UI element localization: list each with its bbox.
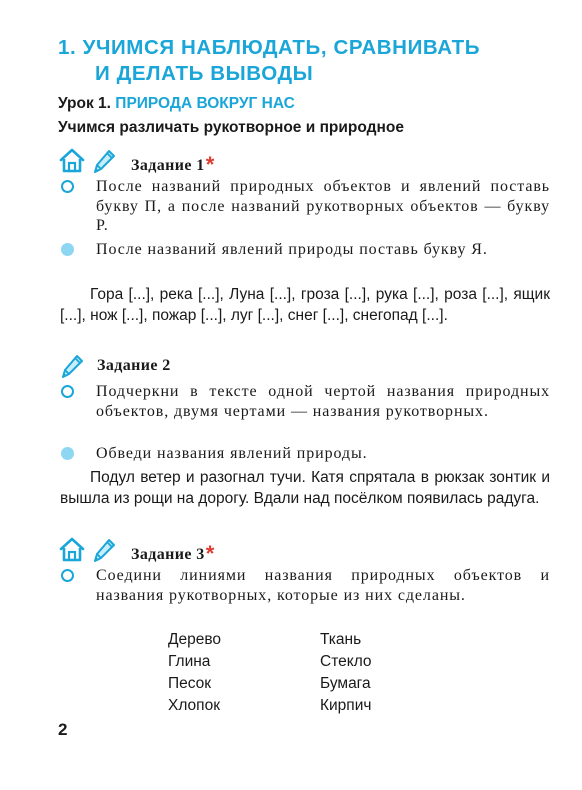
bullet-filled-icon xyxy=(61,243,74,256)
man-made-objects-column xyxy=(320,629,372,717)
task-2-instruction-1: Подчеркни в тексте одной чертой названия природных объектов, двумя чертами — названия рукотворных. xyxy=(96,383,550,420)
chapter-title-line-2: И ДЕЛАТЬ ВЫВОДЫ xyxy=(95,62,314,85)
lesson-subtitle: Учимся различать рукотворное и природное xyxy=(58,119,404,136)
chapter-title-line-1: 1. УЧИМСЯ НАБЛЮДАТЬ, СРАВНИВАТЬ xyxy=(58,36,481,59)
pencil-icon xyxy=(90,536,116,564)
task-3-instruction-1: Соедини линиями названия природных объектов и названия рукотворных, которые из них сделаны. xyxy=(96,567,550,604)
bullet-ring-icon xyxy=(61,569,74,582)
task-3-title xyxy=(131,541,215,567)
list-item: Ткань xyxy=(320,631,362,648)
difficulty-star: * xyxy=(205,541,215,566)
task-1-word-list: Гора [...], река [...], Луна [...], гроза [...], рука [...], роза [...], ящик [...], нож [...], пожар [...], луг [...], снег [...], снегопад [...]. xyxy=(60,286,550,324)
list-item: Глина xyxy=(168,653,211,670)
natural-objects-column xyxy=(168,629,221,717)
chapter-title xyxy=(58,35,558,87)
house-icon xyxy=(58,147,86,175)
task-2-icons xyxy=(58,352,84,380)
task-2-title: Задание 2 xyxy=(97,357,171,374)
bullet-filled-icon xyxy=(61,447,74,460)
lesson-title: ПРИРОДА ВОКРУГ НАС xyxy=(115,95,295,112)
pencil-icon xyxy=(90,147,116,175)
difficulty-star: * xyxy=(205,152,215,177)
task-1-icons xyxy=(58,147,116,175)
list-item: Песок xyxy=(168,675,212,692)
list-item: Кирпич xyxy=(320,697,372,714)
list-item: Бумага xyxy=(320,675,371,692)
task-2-instruction-2: Обведи названия явлений природы. xyxy=(96,445,368,462)
task-2-text: Подул ветер и разогнал тучи. Катя спрятала в рюкзак зонтик и вышла из рощи на дорогу. Вдали над посёлком появилась радуга. xyxy=(60,469,550,507)
list-item: Хлопок xyxy=(168,697,220,714)
lesson-heading xyxy=(58,95,295,113)
task-1-title-text: Задание 1 xyxy=(131,157,205,174)
lesson-label: Урок 1. xyxy=(58,95,111,112)
pencil-icon xyxy=(58,352,84,380)
task-3-icons xyxy=(58,536,116,564)
task-1-instruction-2: После названий явлений природы поставь букву Я. xyxy=(96,241,488,258)
list-item: Дерево xyxy=(168,631,222,648)
house-icon xyxy=(58,536,86,564)
bullet-ring-icon xyxy=(61,180,74,193)
task-3-title-text: Задание 3 xyxy=(131,546,205,563)
task-1-title xyxy=(131,152,215,178)
task-1-instruction-1: После названий природных объектов и явлений поставь букву П, а после названий рукотворных объектов — букву Р. xyxy=(96,178,550,234)
bullet-ring-icon xyxy=(61,385,74,398)
page-number: 2 xyxy=(58,720,68,739)
list-item: Стекло xyxy=(320,653,372,670)
